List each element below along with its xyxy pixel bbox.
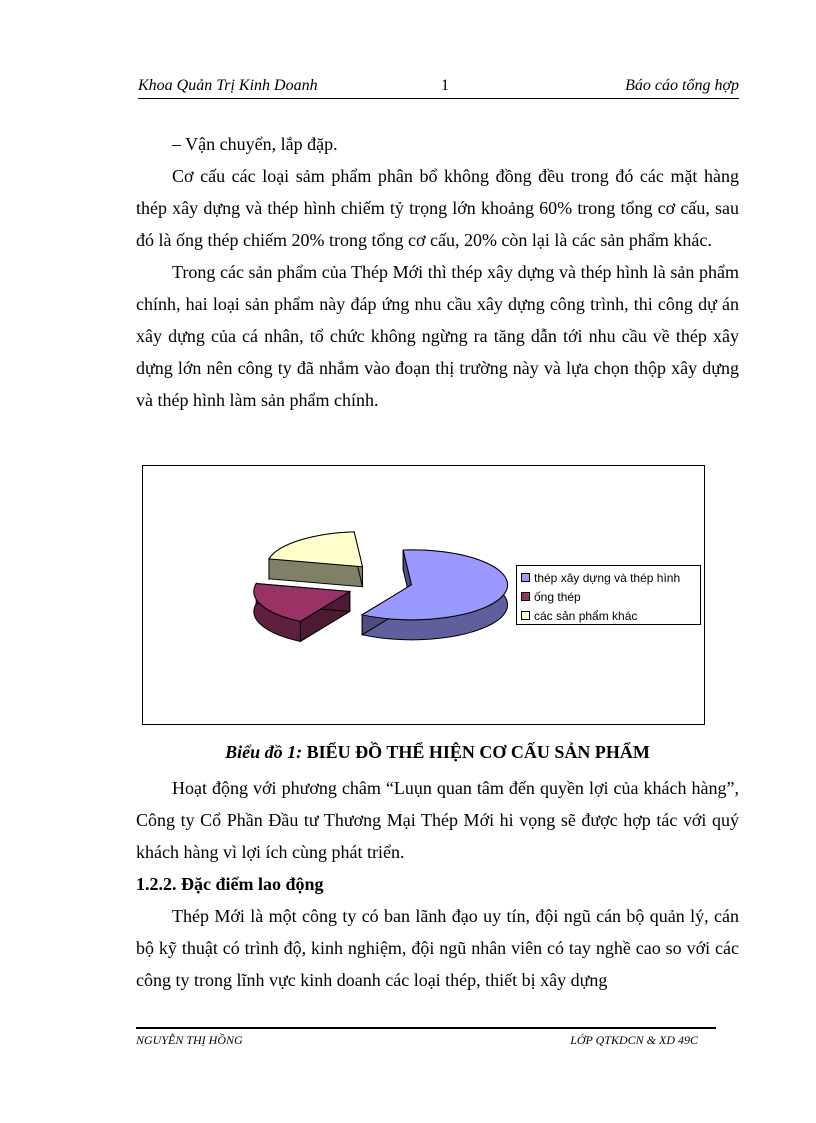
paragraph-main-products: Trong các sản phẩm của Thép Mới thì thép xây dựng và thép hình là sản phẩm chính, hai loại sản phẩm này đáp ứng nhu cầu xây dựng công trình, thi công dự án xây dựng của cá nhân, tổ chức không ngừng ra tăng dẫn tới nhu cầu về thép xây dựng lớn nên công ty đã nhắm vào đoạn thị trường này và lựa chọn thộp xây dựng và thép hình làm sản phẩm chính. — [136, 262, 739, 410]
chart-caption — [136, 742, 739, 763]
legend-label: thép xây dựng và thép hình — [534, 570, 681, 585]
legend-swatch — [521, 611, 530, 620]
paragraph-transport: – Vận chuyển, lắp đặp. — [172, 134, 338, 154]
body-bottom — [136, 772, 739, 996]
header-department: Khoa Quản Trị Kinh Doanh — [138, 77, 318, 94]
caption-lead: Biểu đồ 1: — [225, 742, 303, 762]
page-number: 1 — [441, 77, 449, 94]
pie-slice-1 — [254, 584, 350, 642]
pie-slice-0 — [362, 550, 507, 640]
page-footer — [136, 1027, 716, 1051]
legend-swatch — [521, 592, 530, 601]
legend-item — [521, 568, 696, 587]
chart-legend — [516, 565, 701, 625]
legend-label: ống thép — [534, 589, 581, 604]
header-report-title: Báo cáo tổng hợp — [625, 77, 739, 94]
footer-author: NGUYỄN THỊ HỒNG — [136, 1033, 243, 1047]
legend-item — [521, 606, 696, 625]
footer-class: LỚP QTKDCN & XD 49C — [570, 1033, 698, 1047]
paragraph-product-structure: Cơ cấu các loại sảm phẩm phân bổ không đồng đều trong đó các mặt hàng thép xây dựng và thép hình chiếm tỷ trọng lớn khoảng 60% trong tổng cơ cấu, sau đó là ống thép chiếm 20% trong tổng cơ cấu, 20% còn lại là các sản phẩm khác. — [136, 166, 739, 250]
page-header — [138, 74, 739, 99]
legend-item — [521, 587, 696, 606]
legend-label: các sản phẩm khác — [534, 608, 638, 623]
paragraph-motto: Hoạt động với phương châm “Luụn quan tâm đến quyền lợi của khách hàng”, Công ty Cổ Phần Đầu tư Thương Mại Thép Mới hi vọng sẽ được hợp tác với quý khách hàng vì lợi ích cùng phát triển. — [136, 778, 739, 862]
body-top — [136, 128, 739, 416]
legend-swatch — [521, 573, 530, 582]
section-title: 1.2.2. Đặc điểm lao động — [136, 874, 324, 894]
pie-slice-2 — [269, 532, 363, 587]
caption-title: BIỂU ĐỒ THỂ HIỆN CƠ CẤU SẢN PHẨM — [306, 742, 650, 762]
paragraph-labor: Thép Mới là một công ty có ban lãnh đạo uy tín, đội ngũ cán bộ quản lý, cán bộ kỹ thuật có trình độ, kinh nghiệm, đội ngũ nhân viên có tay nghề cao so với các công ty trong lĩnh vực kinh doanh các loại thép, thiết bị xây dựng — [136, 906, 739, 990]
